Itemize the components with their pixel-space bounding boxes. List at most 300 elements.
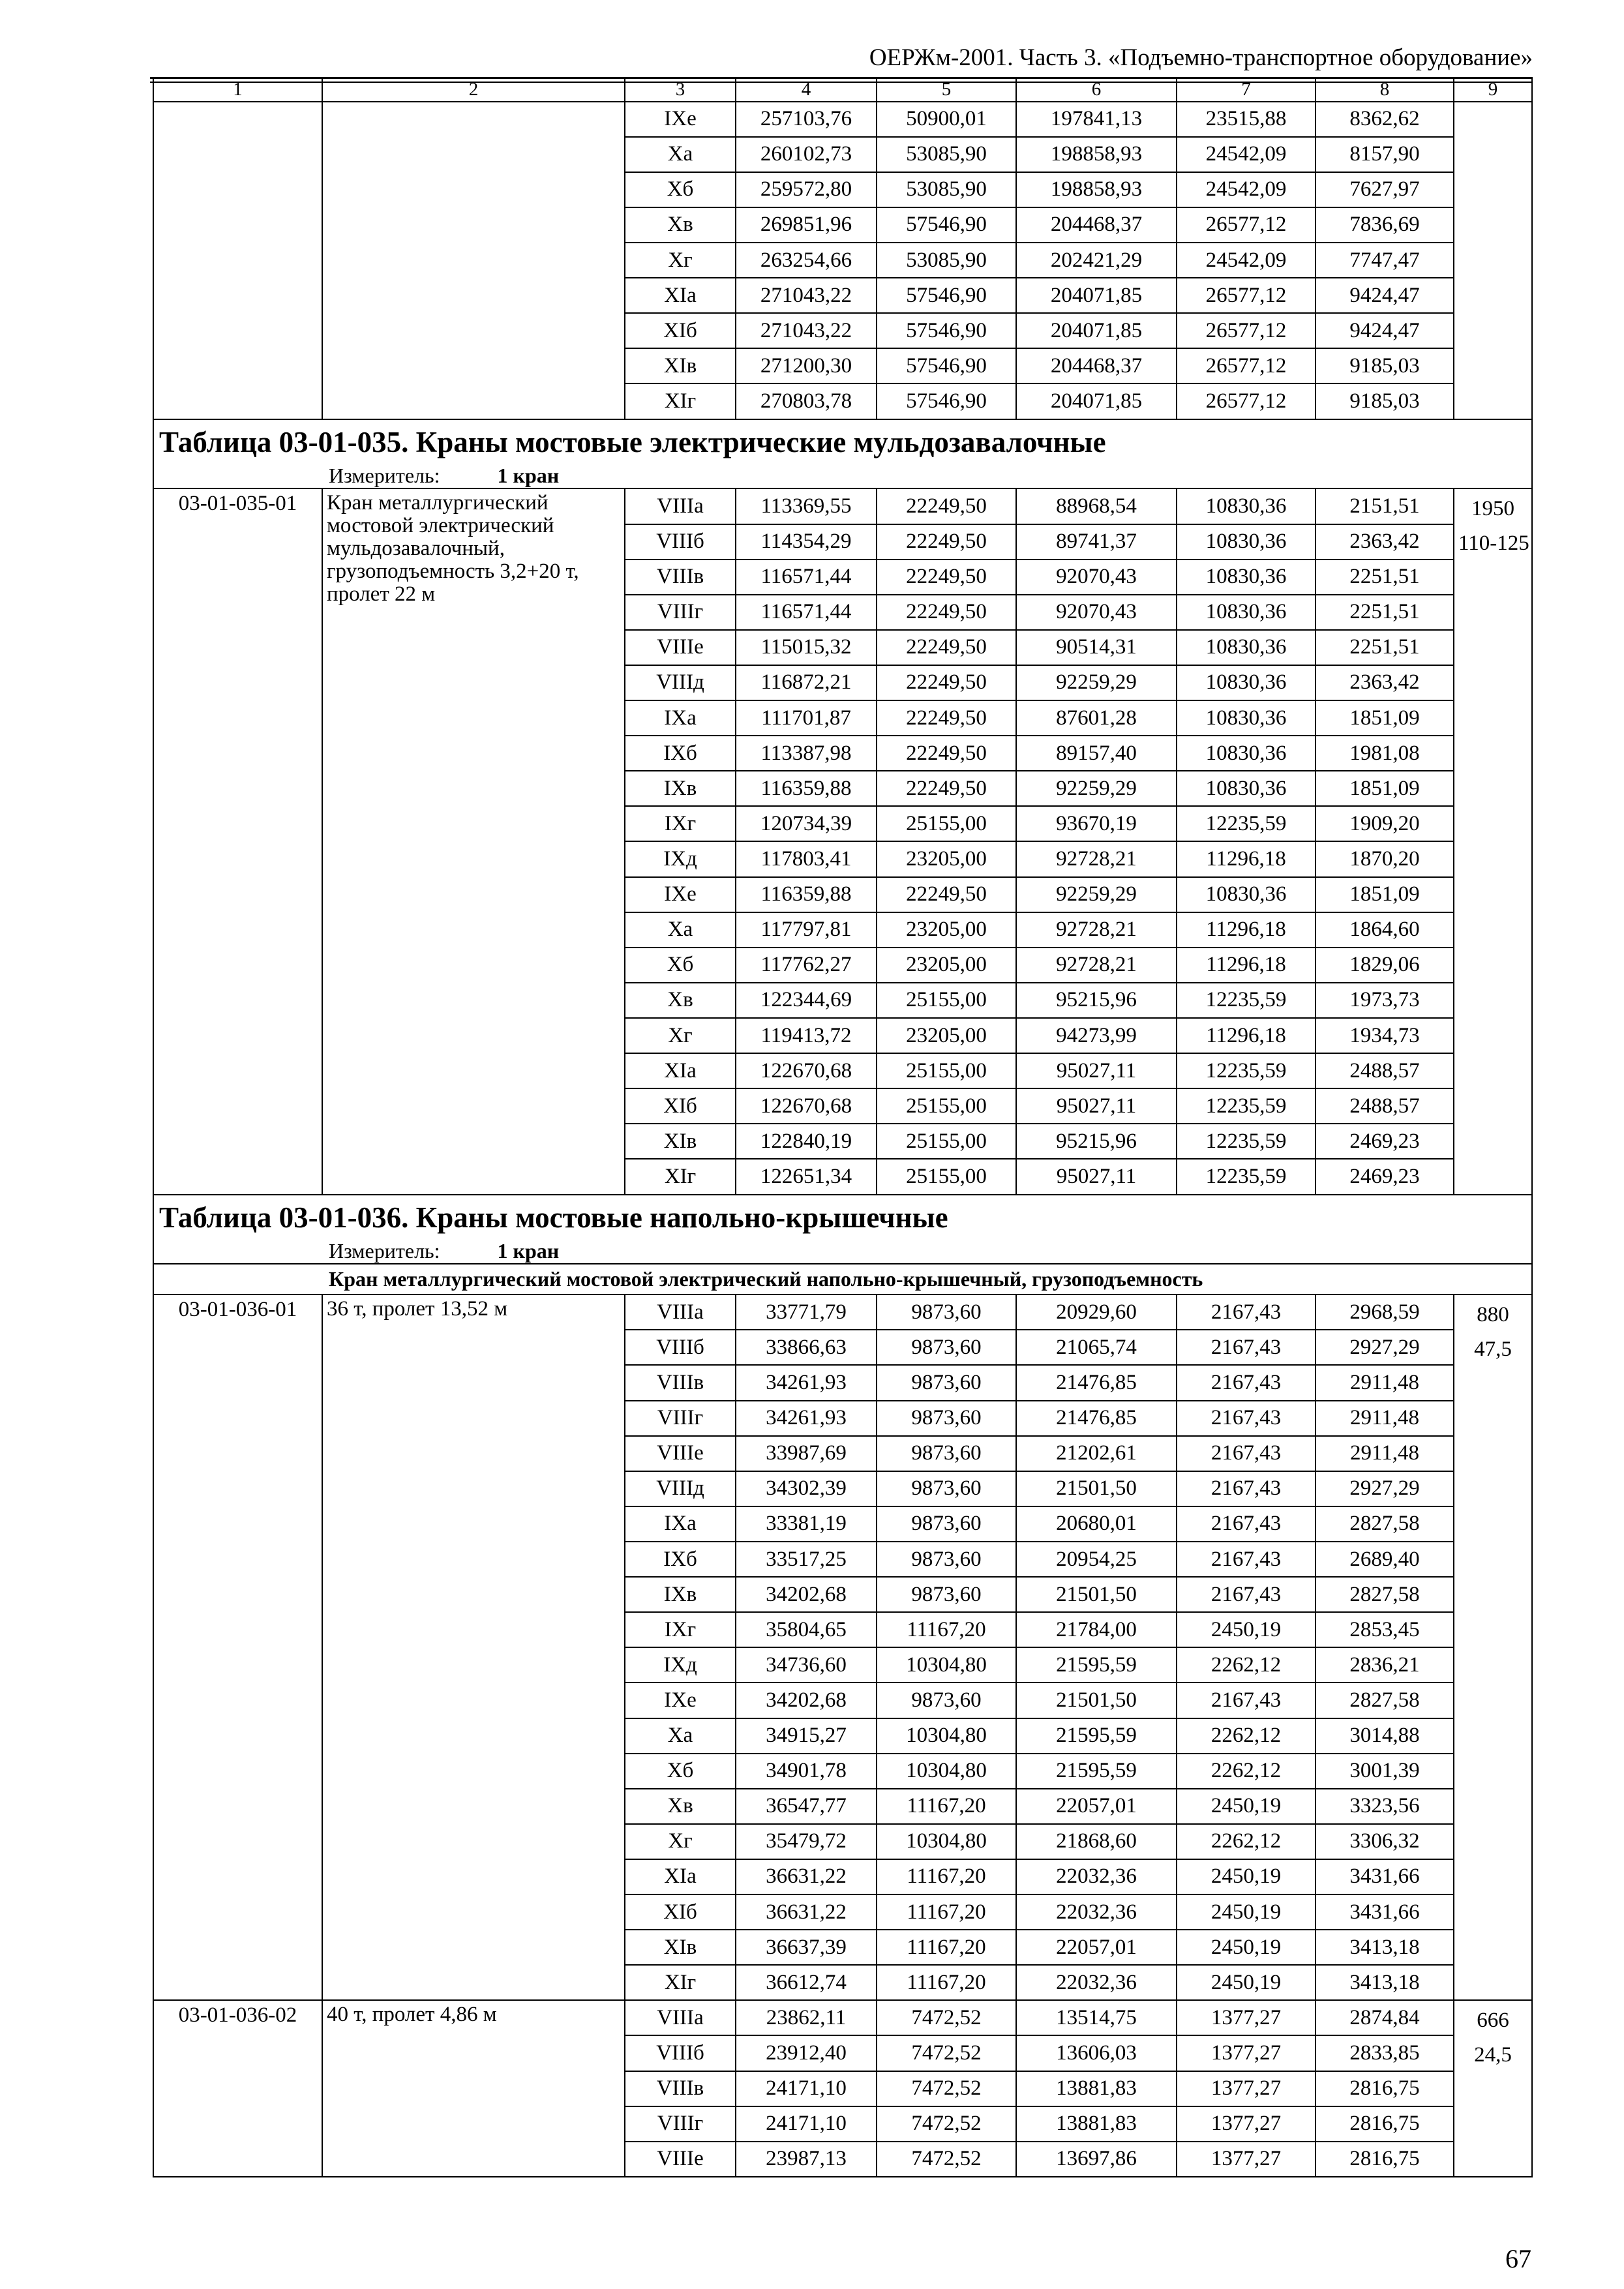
value-cell: 22249,50 bbox=[877, 700, 1016, 736]
value-cell: 9873,60 bbox=[877, 1436, 1016, 1471]
value-cell: 2450,19 bbox=[1177, 1859, 1316, 1894]
value-cell: 1829,06 bbox=[1316, 948, 1454, 983]
value-cell: 114354,29 bbox=[736, 524, 877, 560]
table-row bbox=[153, 102, 1532, 137]
value-cell: 3306,32 bbox=[1316, 1824, 1454, 1859]
column-number: 1 bbox=[153, 78, 322, 102]
value-cell: 35479,72 bbox=[736, 1824, 877, 1859]
value-cell: 116571,44 bbox=[736, 595, 877, 630]
value-cell: 2874,84 bbox=[1316, 2000, 1454, 2035]
value-cell: 21501,50 bbox=[1016, 1577, 1177, 1612]
value-cell: 13697,86 bbox=[1016, 2142, 1177, 2177]
value-cell: 204071,85 bbox=[1016, 313, 1177, 348]
value-cell: 12235,59 bbox=[1177, 1159, 1316, 1194]
value-cell: 26577,12 bbox=[1177, 278, 1316, 313]
page-header bbox=[150, 38, 1533, 79]
value-cell: 197841,13 bbox=[1016, 102, 1177, 137]
value-cell: 2827,58 bbox=[1316, 1683, 1454, 1718]
value-cell: 204468,37 bbox=[1016, 207, 1177, 243]
value-cell: 2911,48 bbox=[1316, 1365, 1454, 1400]
value-cell: 10304,80 bbox=[877, 1647, 1016, 1683]
region-cell: VIIIв bbox=[625, 560, 736, 595]
value-cell: 270803,78 bbox=[736, 383, 877, 419]
value-cell: 122344,69 bbox=[736, 983, 877, 1018]
region-cell: Xг bbox=[625, 243, 736, 278]
value-cell: 57546,90 bbox=[877, 348, 1016, 383]
value-cell: 10304,80 bbox=[877, 1718, 1016, 1754]
value-cell: 22249,50 bbox=[877, 524, 1016, 560]
value-cell: 117762,27 bbox=[736, 948, 877, 983]
value-cell: 12235,59 bbox=[1177, 983, 1316, 1018]
value-cell: 8157,90 bbox=[1316, 137, 1454, 172]
value-cell: 263254,66 bbox=[736, 243, 877, 278]
region-cell: VIIIг bbox=[625, 2106, 736, 2142]
value-cell: 12235,59 bbox=[1177, 1088, 1316, 1124]
value-cell: 92259,29 bbox=[1016, 665, 1177, 700]
value-cell: 95215,96 bbox=[1016, 1124, 1177, 1159]
value-cell: 23205,00 bbox=[877, 948, 1016, 983]
value-cell: 122670,68 bbox=[736, 1053, 877, 1088]
norm-cell bbox=[1454, 1294, 1532, 2000]
value-cell: 116359,88 bbox=[736, 771, 877, 806]
value-cell: 2167,43 bbox=[1177, 1401, 1316, 1436]
subheader-cell: Кран металлургический мостовой электрический напольно-крышечный, грузоподъемность bbox=[153, 1264, 1532, 1294]
value-cell: 2816,75 bbox=[1316, 2142, 1454, 2177]
region-cell: VIIIв bbox=[625, 1365, 736, 1400]
value-cell: 50900,01 bbox=[877, 102, 1016, 137]
value-cell: 1851,09 bbox=[1316, 700, 1454, 736]
value-cell: 1851,09 bbox=[1316, 771, 1454, 806]
region-cell: VIIIб bbox=[625, 524, 736, 560]
value-cell: 260102,73 bbox=[736, 137, 877, 172]
value-cell: 204071,85 bbox=[1016, 278, 1177, 313]
value-cell: 9424,47 bbox=[1316, 278, 1454, 313]
value-cell: 2827,58 bbox=[1316, 1506, 1454, 1542]
norm-value: 880 bbox=[1477, 1303, 1509, 1327]
table-row bbox=[153, 2000, 1532, 2035]
value-cell: 22249,50 bbox=[877, 736, 1016, 771]
region-cell: Xв bbox=[625, 983, 736, 1018]
value-cell: 1981,08 bbox=[1316, 736, 1454, 771]
column-number: 6 bbox=[1016, 78, 1177, 102]
value-cell: 34261,93 bbox=[736, 1401, 877, 1436]
value-cell: 269851,96 bbox=[736, 207, 877, 243]
value-cell: 2363,42 bbox=[1316, 665, 1454, 700]
value-cell: 2469,23 bbox=[1316, 1159, 1454, 1194]
value-cell: 33771,79 bbox=[736, 1294, 877, 1330]
value-cell: 24171,10 bbox=[736, 2106, 877, 2142]
value-cell: 92728,21 bbox=[1016, 948, 1177, 983]
value-cell: 113369,55 bbox=[736, 488, 877, 524]
value-cell: 22249,50 bbox=[877, 877, 1016, 912]
value-cell: 1851,09 bbox=[1316, 877, 1454, 912]
value-cell: 10830,36 bbox=[1177, 488, 1316, 524]
value-cell: 92070,43 bbox=[1016, 595, 1177, 630]
region-cell: VIIIд bbox=[625, 665, 736, 700]
value-cell: 36631,22 bbox=[736, 1894, 877, 1930]
value-cell: 22032,36 bbox=[1016, 1894, 1177, 1930]
value-cell: 10830,36 bbox=[1177, 771, 1316, 806]
item-code: 03-01-036-01 bbox=[153, 1294, 322, 2000]
region-cell: XIв bbox=[625, 1124, 736, 1159]
region-cell: IXa bbox=[625, 700, 736, 736]
region-cell: IXг bbox=[625, 806, 736, 841]
value-cell: 1377,27 bbox=[1177, 2142, 1316, 2177]
value-cell: 57546,90 bbox=[877, 383, 1016, 419]
measure-label: Измеритель: bbox=[329, 1239, 440, 1263]
value-cell: 2151,51 bbox=[1316, 488, 1454, 524]
region-cell: VIIIa bbox=[625, 488, 736, 524]
value-cell: 113387,98 bbox=[736, 736, 877, 771]
value-cell: 11296,18 bbox=[1177, 1018, 1316, 1053]
region-cell: XIб bbox=[625, 313, 736, 348]
value-cell: 198858,93 bbox=[1016, 172, 1177, 207]
value-cell: 33517,25 bbox=[736, 1542, 877, 1577]
value-cell: 111701,87 bbox=[736, 700, 877, 736]
region-cell: VIIIe bbox=[625, 1436, 736, 1471]
value-cell: 24542,09 bbox=[1177, 243, 1316, 278]
value-cell: 24542,09 bbox=[1177, 172, 1316, 207]
value-cell: 259572,80 bbox=[736, 172, 877, 207]
value-cell: 57546,90 bbox=[877, 278, 1016, 313]
value-cell: 57546,90 bbox=[877, 207, 1016, 243]
region-cell: Xв bbox=[625, 1789, 736, 1824]
column-number: 4 bbox=[736, 78, 877, 102]
value-cell: 53085,90 bbox=[877, 243, 1016, 278]
value-cell: 2927,29 bbox=[1316, 1471, 1454, 1506]
value-cell: 34736,60 bbox=[736, 1647, 877, 1683]
value-cell: 2927,29 bbox=[1316, 1330, 1454, 1365]
value-cell: 25155,00 bbox=[877, 983, 1016, 1018]
region-cell: XIб bbox=[625, 1894, 736, 1930]
value-cell: 9873,60 bbox=[877, 1330, 1016, 1365]
value-cell: 53085,90 bbox=[877, 137, 1016, 172]
value-cell: 2450,19 bbox=[1177, 1965, 1316, 2000]
value-cell: 2167,43 bbox=[1177, 1365, 1316, 1400]
value-cell: 23862,11 bbox=[736, 2000, 877, 2035]
value-cell: 9873,60 bbox=[877, 1577, 1016, 1612]
value-cell: 13881,83 bbox=[1016, 2106, 1177, 2142]
value-cell: 22249,50 bbox=[877, 595, 1016, 630]
value-cell: 10830,36 bbox=[1177, 524, 1316, 560]
region-cell: VIIIб bbox=[625, 1330, 736, 1365]
value-cell: 10830,36 bbox=[1177, 630, 1316, 665]
value-cell: 21595,59 bbox=[1016, 1647, 1177, 1683]
value-cell: 26577,12 bbox=[1177, 348, 1316, 383]
page-number: 67 bbox=[1505, 2244, 1531, 2273]
column-number: 3 bbox=[625, 78, 736, 102]
measure-row bbox=[153, 1239, 1532, 1264]
value-cell: 21202,61 bbox=[1016, 1436, 1177, 1471]
value-cell: 26577,12 bbox=[1177, 207, 1316, 243]
value-cell: 12235,59 bbox=[1177, 1124, 1316, 1159]
value-cell: 13606,03 bbox=[1016, 2035, 1177, 2071]
item-description: 36 т, пролет 13,52 м bbox=[322, 1294, 625, 2000]
value-cell: 21501,50 bbox=[1016, 1471, 1177, 1506]
value-cell: 7472,52 bbox=[877, 2071, 1016, 2106]
norm-value: 47,5 bbox=[1474, 1337, 1512, 1361]
value-cell: 7472,52 bbox=[877, 2106, 1016, 2142]
value-cell: 33381,19 bbox=[736, 1506, 877, 1542]
region-cell: XIг bbox=[625, 1159, 736, 1194]
region-cell: IXв bbox=[625, 771, 736, 806]
value-cell: 2167,43 bbox=[1177, 1542, 1316, 1577]
region-cell: Xг bbox=[625, 1824, 736, 1859]
value-cell: 9873,60 bbox=[877, 1683, 1016, 1718]
value-cell: 88968,54 bbox=[1016, 488, 1177, 524]
value-cell: 2167,43 bbox=[1177, 1471, 1316, 1506]
value-cell: 2167,43 bbox=[1177, 1506, 1316, 1542]
value-cell: 204071,85 bbox=[1016, 383, 1177, 419]
value-cell: 117797,81 bbox=[736, 912, 877, 948]
value-cell: 13881,83 bbox=[1016, 2071, 1177, 2106]
value-cell: 25155,00 bbox=[877, 806, 1016, 841]
value-cell: 3413,18 bbox=[1316, 1965, 1454, 2000]
value-cell: 22032,36 bbox=[1016, 1965, 1177, 2000]
value-cell: 2968,59 bbox=[1316, 1294, 1454, 1330]
measure-value: 1 кран bbox=[497, 464, 560, 488]
subheader-row bbox=[153, 1264, 1532, 1294]
value-cell: 2488,57 bbox=[1316, 1088, 1454, 1124]
value-cell: 11167,20 bbox=[877, 1965, 1016, 2000]
value-cell: 1909,20 bbox=[1316, 806, 1454, 841]
value-cell: 3001,39 bbox=[1316, 1754, 1454, 1789]
value-cell: 21501,50 bbox=[1016, 1683, 1177, 1718]
value-cell: 33987,69 bbox=[736, 1436, 877, 1471]
value-cell: 7472,52 bbox=[877, 2035, 1016, 2071]
value-cell: 25155,00 bbox=[877, 1088, 1016, 1124]
value-cell: 11296,18 bbox=[1177, 948, 1316, 983]
value-cell: 9873,60 bbox=[877, 1401, 1016, 1436]
value-cell: 94273,99 bbox=[1016, 1018, 1177, 1053]
measure-row bbox=[153, 464, 1532, 489]
value-cell: 22057,01 bbox=[1016, 1789, 1177, 1824]
value-cell: 9185,03 bbox=[1316, 383, 1454, 419]
value-cell: 2167,43 bbox=[1177, 1294, 1316, 1330]
value-cell: 92259,29 bbox=[1016, 771, 1177, 806]
region-cell: IXб bbox=[625, 736, 736, 771]
value-cell: 11167,20 bbox=[877, 1789, 1016, 1824]
value-cell: 92728,21 bbox=[1016, 841, 1177, 876]
table-row bbox=[153, 1294, 1532, 1330]
column-number: 5 bbox=[877, 78, 1016, 102]
value-cell: 2167,43 bbox=[1177, 1436, 1316, 1471]
value-cell: 22249,50 bbox=[877, 771, 1016, 806]
value-cell: 34202,68 bbox=[736, 1683, 877, 1718]
column-number: 9 bbox=[1454, 78, 1532, 102]
region-cell: XIa bbox=[625, 1053, 736, 1088]
value-cell: 53085,90 bbox=[877, 172, 1016, 207]
table-title: Таблица 03-01-036. Краны мостовые напольно-крышечные bbox=[153, 1195, 1532, 1239]
value-cell: 7472,52 bbox=[877, 2142, 1016, 2177]
value-cell: 204468,37 bbox=[1016, 348, 1177, 383]
value-cell: 89741,37 bbox=[1016, 524, 1177, 560]
region-cell: VIIIв bbox=[625, 2071, 736, 2106]
value-cell: 90514,31 bbox=[1016, 630, 1177, 665]
region-cell: Xв bbox=[625, 207, 736, 243]
value-cell: 3323,56 bbox=[1316, 1789, 1454, 1824]
norm-cell bbox=[1454, 102, 1532, 419]
value-cell: 22249,50 bbox=[877, 630, 1016, 665]
value-cell: 119413,72 bbox=[736, 1018, 877, 1053]
value-cell: 257103,76 bbox=[736, 102, 877, 137]
value-cell: 11296,18 bbox=[1177, 841, 1316, 876]
region-cell: IXд bbox=[625, 1647, 736, 1683]
value-cell: 9185,03 bbox=[1316, 348, 1454, 383]
value-cell: 34901,78 bbox=[736, 1754, 877, 1789]
value-cell: 21476,85 bbox=[1016, 1365, 1177, 1400]
table-title-row bbox=[153, 1195, 1532, 1239]
value-cell: 116872,21 bbox=[736, 665, 877, 700]
value-cell: 1934,73 bbox=[1316, 1018, 1454, 1053]
value-cell: 122840,19 bbox=[736, 1124, 877, 1159]
value-cell: 34261,93 bbox=[736, 1365, 877, 1400]
region-cell: XIв bbox=[625, 1930, 736, 1965]
value-cell: 9873,60 bbox=[877, 1294, 1016, 1330]
value-cell: 13514,75 bbox=[1016, 2000, 1177, 2035]
value-cell: 3014,88 bbox=[1316, 1718, 1454, 1754]
value-cell: 22249,50 bbox=[877, 665, 1016, 700]
value-cell: 7836,69 bbox=[1316, 207, 1454, 243]
norm-value: 110-125 bbox=[1458, 531, 1529, 556]
value-cell: 271043,22 bbox=[736, 313, 877, 348]
value-cell: 2251,51 bbox=[1316, 560, 1454, 595]
table-title: Таблица 03-01-035. Краны мостовые электрические мульдозавалочные bbox=[153, 419, 1532, 464]
region-cell: XIг bbox=[625, 1965, 736, 2000]
region-cell: Xб bbox=[625, 1754, 736, 1789]
value-cell: 3413,18 bbox=[1316, 1930, 1454, 1965]
value-cell: 2167,43 bbox=[1177, 1683, 1316, 1718]
region-cell: IXe bbox=[625, 102, 736, 137]
value-cell: 23205,00 bbox=[877, 912, 1016, 948]
item-description bbox=[322, 102, 625, 419]
value-cell: 21784,00 bbox=[1016, 1612, 1177, 1647]
value-cell: 2816,75 bbox=[1316, 2106, 1454, 2142]
value-cell: 33866,63 bbox=[736, 1330, 877, 1365]
value-cell: 10830,36 bbox=[1177, 877, 1316, 912]
value-cell: 10830,36 bbox=[1177, 665, 1316, 700]
value-cell: 3431,66 bbox=[1316, 1859, 1454, 1894]
value-cell: 2167,43 bbox=[1177, 1330, 1316, 1365]
value-cell: 9873,60 bbox=[877, 1471, 1016, 1506]
value-cell: 21476,85 bbox=[1016, 1401, 1177, 1436]
item-description: 40 т, пролет 4,86 м bbox=[322, 2000, 625, 2177]
value-cell: 2262,12 bbox=[1177, 1647, 1316, 1683]
value-cell: 2488,57 bbox=[1316, 1053, 1454, 1088]
value-cell: 2450,19 bbox=[1177, 1789, 1316, 1824]
value-cell: 2827,58 bbox=[1316, 1577, 1454, 1612]
value-cell: 2816,75 bbox=[1316, 2071, 1454, 2106]
value-cell: 2689,40 bbox=[1316, 1542, 1454, 1577]
measure-cell bbox=[153, 1239, 1532, 1264]
value-cell: 92259,29 bbox=[1016, 877, 1177, 912]
value-cell: 10304,80 bbox=[877, 1754, 1016, 1789]
header-title: ОЕРЖм-2001. Часть 3. «Подъемно-транспортное оборудование» bbox=[869, 44, 1533, 71]
value-cell: 11167,20 bbox=[877, 1894, 1016, 1930]
value-cell: 1377,27 bbox=[1177, 2000, 1316, 2035]
rates-table bbox=[153, 78, 1533, 2177]
value-cell: 2450,19 bbox=[1177, 1894, 1316, 1930]
region-cell: IXe bbox=[625, 1683, 736, 1718]
value-cell: 117803,41 bbox=[736, 841, 877, 876]
value-cell: 2363,42 bbox=[1316, 524, 1454, 560]
value-cell: 198858,93 bbox=[1016, 137, 1177, 172]
region-cell: IXб bbox=[625, 1542, 736, 1577]
column-number: 8 bbox=[1316, 78, 1454, 102]
value-cell: 95215,96 bbox=[1016, 983, 1177, 1018]
region-cell: XIa bbox=[625, 1859, 736, 1894]
value-cell: 2262,12 bbox=[1177, 1718, 1316, 1754]
value-cell: 36547,77 bbox=[736, 1789, 877, 1824]
value-cell: 2911,48 bbox=[1316, 1436, 1454, 1471]
region-cell: VIIIa bbox=[625, 2000, 736, 2035]
value-cell: 22057,01 bbox=[1016, 1930, 1177, 1965]
value-cell: 21065,74 bbox=[1016, 1330, 1177, 1365]
value-cell: 25155,00 bbox=[877, 1124, 1016, 1159]
value-cell: 122670,68 bbox=[736, 1088, 877, 1124]
value-cell: 21868,60 bbox=[1016, 1824, 1177, 1859]
value-cell: 11167,20 bbox=[877, 1859, 1016, 1894]
region-cell: VIIIг bbox=[625, 595, 736, 630]
value-cell: 23987,13 bbox=[736, 2142, 877, 2177]
column-number: 2 bbox=[322, 78, 625, 102]
value-cell: 22032,36 bbox=[1016, 1859, 1177, 1894]
value-cell: 23912,40 bbox=[736, 2035, 877, 2071]
value-cell: 92070,43 bbox=[1016, 560, 1177, 595]
column-number-row bbox=[153, 78, 1532, 102]
value-cell: 1377,27 bbox=[1177, 2071, 1316, 2106]
region-cell: XIб bbox=[625, 1088, 736, 1124]
item-code: 03-01-036-02 bbox=[153, 2000, 322, 2177]
region-cell: IXд bbox=[625, 841, 736, 876]
value-cell: 2450,19 bbox=[1177, 1612, 1316, 1647]
value-cell: 116571,44 bbox=[736, 560, 877, 595]
value-cell: 116359,88 bbox=[736, 877, 877, 912]
value-cell: 22249,50 bbox=[877, 488, 1016, 524]
value-cell: 10830,36 bbox=[1177, 700, 1316, 736]
measure-label: Измеритель: bbox=[329, 464, 440, 488]
region-cell: VIIIa bbox=[625, 1294, 736, 1330]
value-cell: 20954,25 bbox=[1016, 1542, 1177, 1577]
value-cell: 7747,47 bbox=[1316, 243, 1454, 278]
region-cell: Xa bbox=[625, 912, 736, 948]
value-cell: 202421,29 bbox=[1016, 243, 1177, 278]
region-cell: VIIIб bbox=[625, 2035, 736, 2071]
value-cell: 1973,73 bbox=[1316, 983, 1454, 1018]
value-cell: 34202,68 bbox=[736, 1577, 877, 1612]
region-cell: VIIIд bbox=[625, 1471, 736, 1506]
value-cell: 12235,59 bbox=[1177, 806, 1316, 841]
value-cell: 1377,27 bbox=[1177, 2035, 1316, 2071]
value-cell: 2450,19 bbox=[1177, 1930, 1316, 1965]
norm-cell bbox=[1454, 488, 1532, 1194]
value-cell: 92728,21 bbox=[1016, 912, 1177, 948]
value-cell: 9424,47 bbox=[1316, 313, 1454, 348]
region-cell: IXa bbox=[625, 1506, 736, 1542]
region-cell: XIв bbox=[625, 348, 736, 383]
region-cell: Xб bbox=[625, 948, 736, 983]
region-cell: VIIIг bbox=[625, 1401, 736, 1436]
value-cell: 9873,60 bbox=[877, 1542, 1016, 1577]
norm-value: 24,5 bbox=[1474, 2043, 1512, 2067]
value-cell: 271043,22 bbox=[736, 278, 877, 313]
region-cell: XIг bbox=[625, 383, 736, 419]
value-cell: 9873,60 bbox=[877, 1506, 1016, 1542]
value-cell: 2251,51 bbox=[1316, 595, 1454, 630]
value-cell: 11167,20 bbox=[877, 1930, 1016, 1965]
region-cell: Xa bbox=[625, 1718, 736, 1754]
value-cell: 3431,66 bbox=[1316, 1894, 1454, 1930]
